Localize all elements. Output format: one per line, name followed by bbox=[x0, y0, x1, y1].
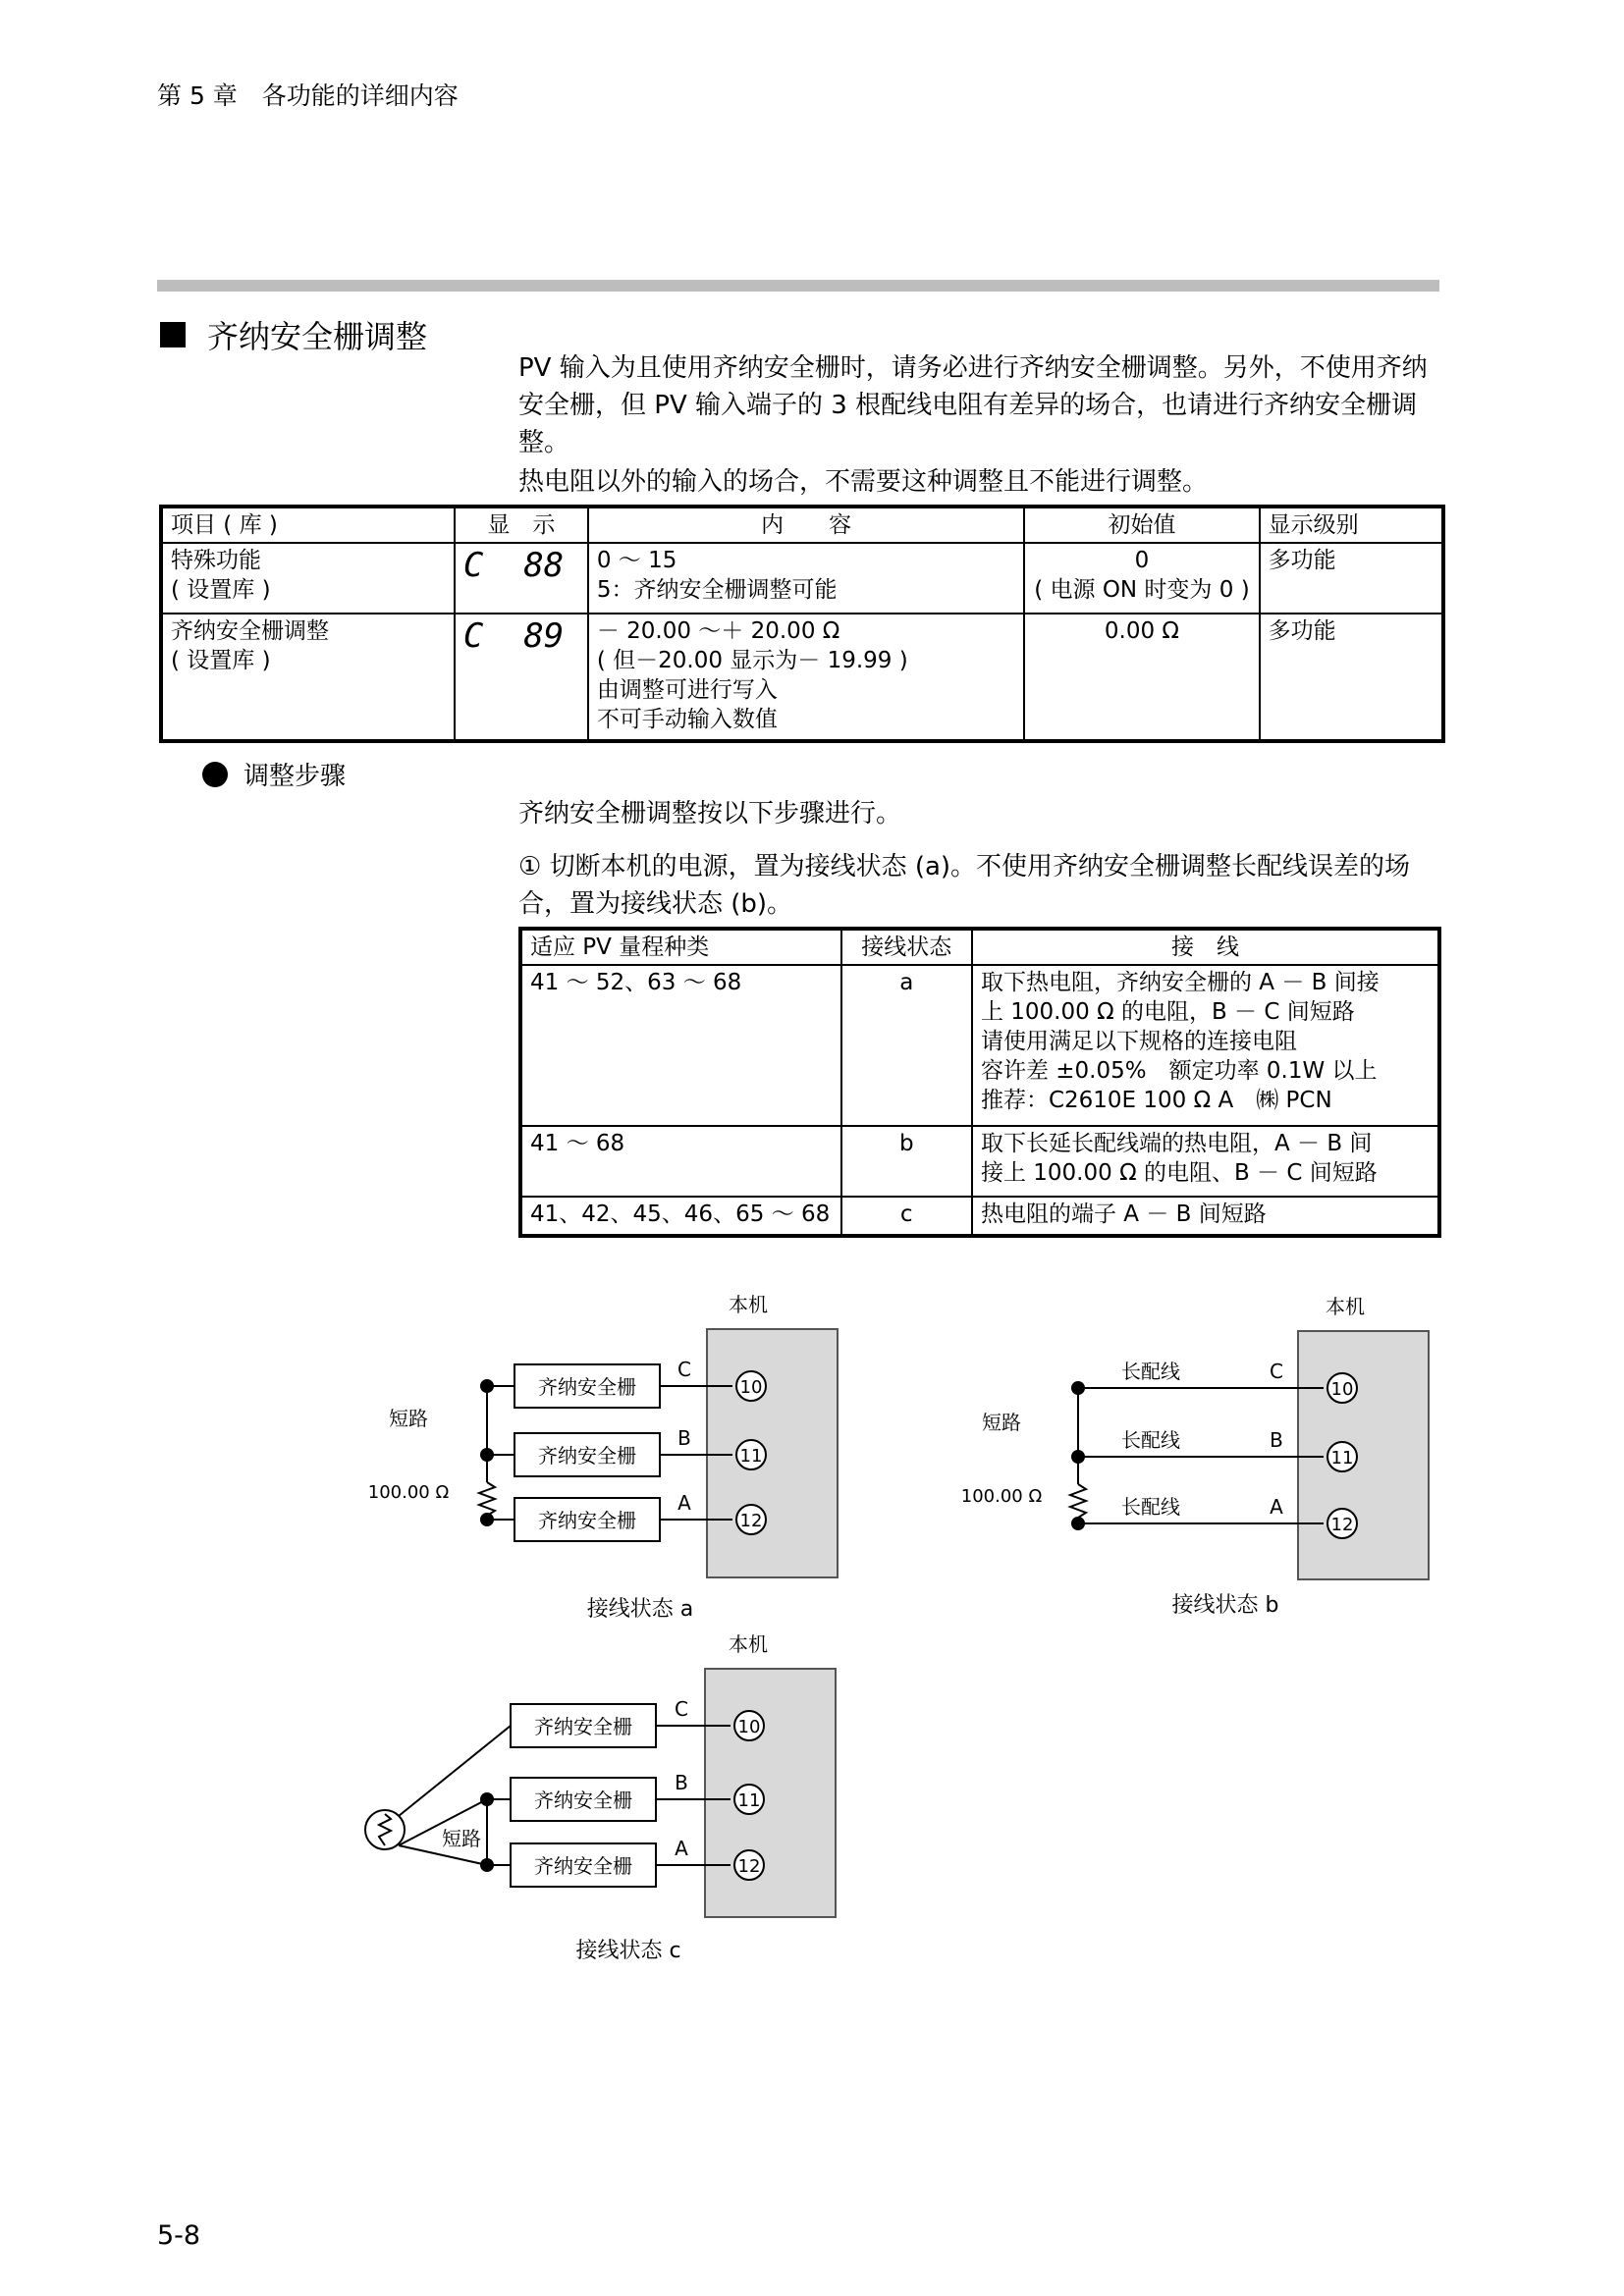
unit-label: 本机 bbox=[729, 1632, 768, 1656]
diagram-a bbox=[479, 1329, 838, 1577]
content-cell: － 20.00 ～＋ 20.00 Ω ( 但－20.00 显示为－ 19.99 ) 由调整可进行写入 不可手动输入数值 bbox=[588, 614, 1024, 741]
col-display: 显 示 bbox=[455, 507, 588, 543]
wiring-cell: 取下长延长配线端的热电阻，A － B 间 接上 100.00 Ω 的电阻、B － C 间短路 bbox=[972, 1126, 1439, 1197]
line-label-a: A bbox=[1270, 1495, 1283, 1519]
terminal-number: 12 bbox=[1330, 1515, 1354, 1535]
line-label-c: C bbox=[1270, 1360, 1283, 1383]
col-state: 接线状态 bbox=[841, 929, 972, 965]
junction-dot bbox=[480, 1858, 494, 1872]
long-wire-label: 长配线 bbox=[1121, 1428, 1180, 1452]
lcd-display: C 88 bbox=[455, 543, 588, 614]
caption-c: 接线状态 c bbox=[575, 1939, 681, 1963]
content-cell: 0 ～ 15 5：齐纳安全栅调整可能 bbox=[588, 543, 1024, 614]
section-title: 齐纳安全栅调整 bbox=[207, 318, 428, 355]
junction-dot bbox=[480, 1792, 494, 1806]
state-cell: b bbox=[841, 1126, 972, 1197]
junction-dot bbox=[1071, 1450, 1085, 1464]
junction-dot bbox=[1071, 1517, 1085, 1530]
col-item: 项目 ( 库 ) bbox=[161, 507, 455, 543]
section-note: 热电阻以外的输入的场合，不需要这种调整且不能进行调整。 bbox=[518, 467, 1209, 497]
terminal-number: 10 bbox=[739, 1377, 763, 1398]
junction-dot bbox=[1071, 1381, 1085, 1395]
col-wiring: 接 线 bbox=[972, 929, 1439, 965]
level-cell: 多功能 bbox=[1260, 614, 1443, 741]
procedure-intro: 齐纳安全栅调整按以下步骤进行。 bbox=[518, 799, 902, 828]
range-cell: 41 ～ 52、63 ～ 68 bbox=[520, 965, 841, 1126]
wiring-cell: 取下热电阻，齐纳安全栅的 A － B 间接 上 100.00 Ω 的电阻，B － C 间短路 请使用满足以下规格的连接电阻 容许差 ±0.05% 额定功率 0.1W 以上 推荐：C2610E 100 Ω A ㈱ PCN bbox=[972, 965, 1439, 1126]
line-label-c: C bbox=[675, 1697, 688, 1721]
section-intro: PV 输入为且使用齐纳安全栅时，请务必进行齐纳安全栅调整。另外，不使用齐纳安全栅，但 PV 输入端子的 3 根配线电阻有差异的场合，也请进行齐纳安全栅调整。 bbox=[518, 353, 1428, 457]
barrier-label: 齐纳安全栅 bbox=[538, 1444, 636, 1468]
barrier-label: 齐纳安全栅 bbox=[534, 1789, 632, 1812]
barrier-label: 齐纳安全栅 bbox=[534, 1854, 632, 1878]
wiring-cell: 热电阻的端子 A － B 间短路 bbox=[972, 1197, 1439, 1236]
lcd-display: C 89 bbox=[455, 614, 588, 741]
terminal-number: 12 bbox=[739, 1511, 763, 1531]
unit-block bbox=[705, 1669, 836, 1917]
procedure-title: 调整步骤 bbox=[244, 762, 347, 791]
line-label-c: C bbox=[677, 1358, 691, 1381]
terminal-number: 11 bbox=[739, 1446, 763, 1467]
junction-dot bbox=[480, 1448, 494, 1462]
terminal-number: 11 bbox=[737, 1790, 761, 1811]
chapter-header: 第 5 章 各功能的详细内容 bbox=[157, 81, 459, 110]
item-cell: 齐纳安全栅调整 ( 设置库 ) bbox=[161, 614, 455, 741]
col-content: 内 容 bbox=[588, 507, 1024, 543]
line-label-a: A bbox=[677, 1491, 691, 1515]
short-label: 短路 bbox=[389, 1407, 428, 1430]
page-number: 5-8 bbox=[157, 2220, 201, 2251]
junction-dot bbox=[480, 1379, 494, 1393]
caption-b: 接线状态 b bbox=[1171, 1593, 1279, 1618]
short-label: 短路 bbox=[442, 1827, 481, 1850]
barrier-label: 齐纳安全栅 bbox=[538, 1375, 636, 1399]
line-label-b: B bbox=[677, 1426, 691, 1450]
barrier-label: 齐纳安全栅 bbox=[534, 1715, 632, 1738]
state-cell: c bbox=[841, 1197, 972, 1236]
col-initial: 初始值 bbox=[1024, 507, 1259, 543]
short-label: 短路 bbox=[982, 1411, 1021, 1434]
range-cell: 41、42、45、46、65 ～ 68 bbox=[520, 1197, 841, 1236]
long-wire-label: 长配线 bbox=[1121, 1495, 1180, 1519]
caption-a: 接线状态 a bbox=[586, 1597, 694, 1622]
unit-block bbox=[707, 1329, 838, 1577]
unit-block bbox=[1298, 1331, 1429, 1579]
line-label-b: B bbox=[675, 1771, 688, 1794]
terminal-number: 10 bbox=[1330, 1379, 1354, 1400]
initial-cell: 0 ( 电源 ON 时变为 0 ) bbox=[1024, 543, 1259, 614]
resistor-label: 100.00 Ω bbox=[960, 1486, 1043, 1507]
procedure-step-1: ① 切断本机的电源，置为接线状态 (a)。不使用齐纳安全栅调整长配线误差的场合，置为接线状态 (b)。 bbox=[518, 852, 1411, 919]
state-cell: a bbox=[841, 965, 972, 1126]
unit-label: 本机 bbox=[729, 1293, 768, 1316]
level-cell: 多功能 bbox=[1260, 543, 1443, 614]
unit-label: 本机 bbox=[1326, 1295, 1365, 1318]
line-label-a: A bbox=[675, 1837, 688, 1860]
terminal-number: 12 bbox=[737, 1856, 761, 1877]
terminal-number: 10 bbox=[737, 1717, 761, 1737]
rtd-sensor-icon bbox=[365, 1810, 405, 1849]
long-wire-label: 长配线 bbox=[1121, 1360, 1180, 1383]
col-level: 显示级别 bbox=[1260, 507, 1443, 543]
item-cell: 特殊功能 ( 设置库 ) bbox=[161, 543, 455, 614]
range-cell: 41 ～ 68 bbox=[520, 1126, 841, 1197]
resistor-label: 100.00 Ω bbox=[367, 1482, 450, 1503]
terminal-number: 11 bbox=[1330, 1448, 1354, 1468]
line-label-b: B bbox=[1270, 1428, 1283, 1452]
col-range: 适应 PV 量程种类 bbox=[520, 929, 841, 965]
junction-dot bbox=[480, 1513, 494, 1526]
initial-cell: 0.00 Ω bbox=[1024, 614, 1259, 741]
barrier-label: 齐纳安全栅 bbox=[538, 1509, 636, 1532]
